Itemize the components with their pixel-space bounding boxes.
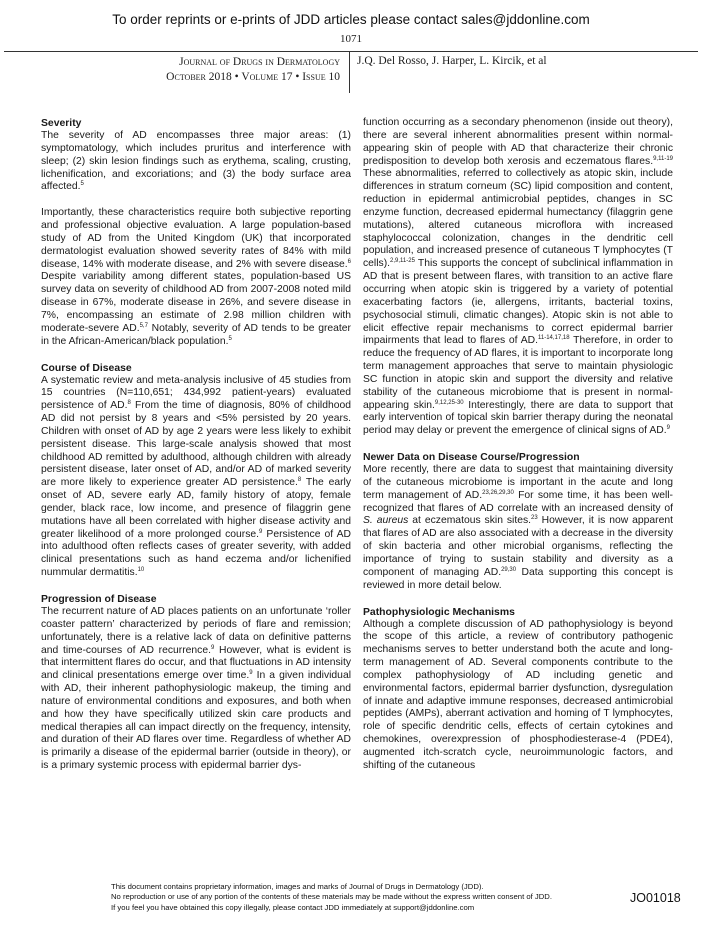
page-number: 1071 [340,33,362,45]
paragraph: More recently, there are data to suggest that maintaining diversity of the cutaneous microbiome is important in the acute and long term management of AD.$^{23,26,29,30}$ For some time, it has been well-recognized that flares of AD correlate with an increased density of S. aureus at eczematous skin sites.$^{23}$ However, it is now apparent that flares of AD are also associated with a decrease in the diversity of skin bacteria and other microbial organisms, reflecting the importance of trying to sustain stability and diversity as a component of managing AD.$^{29,30}$ Data supporting this concept is reviewed in more detail below. [363,464,673,591]
paragraph: A systematic review and meta-analysis inclusive of 45 studies from 15 countries (N=110,651; 434,992 patient-years) evaluated persistence of AD.$^8$ From the time of diagnosis, 80% of childhood AD did not persist by 8 years and <5% persisted by 20 years. Children with onset of AD by age 2 years were less likely to exhibit persistent disease. This large-scale analysis showed that most childhood AD remitted by adulthood, although children with already persistent disease, later onset of AD, and/or AD of marked severity are more likely to experience greater AD persistence.$^8$ The early onset of AD, severe early AD, family history of atopy, female gender, black race, low income, and presence of filaggrin gene mutations have all been correlated with higher disease activity and greater likelihood of a more prolonged course.$^9$ Persistence of AD into adulthood often reflects cases of greater severity, with added clinical presentations such as hand eczema and/or lichenified nummular dermatitis.$^{10}$ [41,374,351,579]
copyright-footer [111,882,601,913]
left-column [41,117,351,773]
reprint-notice: To order reprints or e-prints of JDD articles please contact sales@jddonline.com [112,12,590,27]
journal-issue: October 2018 • Volume 17 • Issue 10 [166,71,340,83]
section-heading-severity: Severity [41,118,82,129]
paragraph: Importantly, these characteristics require both subjective reporting and professional objective evaluation. A large population-based study of AD from the United Kingdom (UK) that incorporated dermatologist evaluation showed severity rates of 84% with mild disease, 14% with moderate disease, and 2% with severe disease.$^6$ Despite variability among different states, population-based US survey data on severity of childhood AD from 2007-2008 noted mild disease in 67%, moderate disease in 26%, and severe disease in 7%, encompassing an estimate of 2.98 million children with moderate-severe AD.$^{5,7}$ Notably, severity of AD tends to be greater in the African-American/black population.$^5$ [41,207,351,347]
paragraph: function occurring as a secondary phenomenon (inside out theory), there are several inherent abnormalities present within normal-appearing skin of people with AD that characterize their chronic predisposition to develop both xerosis and eczematous flares.$^{9,11-19}$ These abnormalities, referred to collectively as atopic skin, include differences in stratum corneum (SC) lipid composition and content, reduction in epidermal antimicrobial peptides, changes in SC enzyme function, decreased epidermal humectancy (filaggrin gene mutations), altered cutaneous microflora with increased staphylococcal colonization, changes in the dendritic cell population, and increased presence of cutaneous T lymphocytes (T cells).$^{2,9,11-25}$ This supports the concept of subclinical inflammation in AD that is present between flares, with transition to an active flare occurring when atopic skin is triggered by a variety of potential exacerbating factors (ie, allergens, irritants, bacterial toxins, psychosocial stimuli, climatic changes). Atopic skin is not able to elicit effective repair mechanisms to correct epidermal barrier impairments that lead to flares of AD.$^{11-14,17,18}$ Therefore, in order to reduce the frequency of AD flares, it is important to incorporate long term management approaches that serve to maintain physiologic SC function in atopic skin and support the diversity and relative stability of the cutaneous microbiome that is present in normal-appearing skin.$^{9,12,25-30}$ Interestingly, there are data to support that early intervention of topical skin barrier therapy during the neonatal period may delay or prevent the emergence of clinical signs of AD.$^9$ [363,117,674,437]
footer-line: No reproduction or use of any portion of the contents of these materials may be made without the express written consent of JDD. [111,892,552,902]
article-authors: J.Q. Del Rosso, J. Harper, L. Kircik, et al [357,55,547,67]
right-column [363,117,673,773]
footer-line: This document contains proprietary information, images and marks of Journal of Drugs in Dermatology (JDD). [111,882,484,891]
masthead-divider [349,51,350,93]
section-heading-newer-data: Newer Data on Disease Course/Progression [363,452,580,464]
section-heading-course: Course of Disease [41,362,132,374]
masthead-top-rule [4,51,698,52]
journal-masthead [150,55,340,85]
paragraph: The recurrent nature of AD places patients on an unfortunate ‘roller coaster pattern’ characterized by periods of flare and remission; unfortunately, there is a relative lack of data on definitive patterns and time-courses of AD recurrence.$^9$ However, what is evident is that intermittent flares do occur, and that fluctuations in AD intensity and clinical presentations emerge over time.$^9$ In a given individual with AD, their inherent pathophysiologic makeup, the timing and nature of environmental conditions and exposures, and both when and how they have specifically utilized skin care products and medical therapies all can impact directly on the frequency, intensity, and duration of their AD flares over time. Regardless of whether AD is primarily a disease of the epidermal barrier (outside in theory), or is a primary systemic process with epidermal barrier dys- [41,606,351,772]
section-heading-pathophysiology: Pathophysiologic Mechanisms [363,606,515,618]
journal-name: Journal of Drugs in Dermatology [179,56,340,68]
document-code: JO01018 [630,891,681,905]
footer-line: If you feel you have obtained this copy illegally, please contact JDD immediately at support@jddonline.com [111,902,475,912]
paragraph: The severity of AD encompasses three major areas: (1) symptomatology, which includes pruritus and interference with sleep; (2) skin lesion findings such as erythema, scaling, crusting, lichenification, and excoriations; and (3) the body surface area affected.$^5$ [41,130,351,193]
section-heading-progression: Progression of Disease [41,594,157,605]
paragraph: Although a complete discussion of AD pathophysiology is beyond the scope of this article, a review of contributory pathogenic mechanisms serves to better understand both the acute and long-term management of AD. Several components contribute to the complex pathophysiology of AD including genetic and environmental factors, epidermal barrier dysfunction, dysregulation of innate and adaptive immune responses, decreased antimicrobial peptides (AMPs), aberrant activation and homing of T lymphocytes, role of specific dendritic cells, effects of certain cytokines and chemokines, overexpression of phosphodiesterase-4 (PDE4), augmented itch-scratch cycle, neuroimmunologic factors, and shifting of the cutaneous [363,618,673,771]
